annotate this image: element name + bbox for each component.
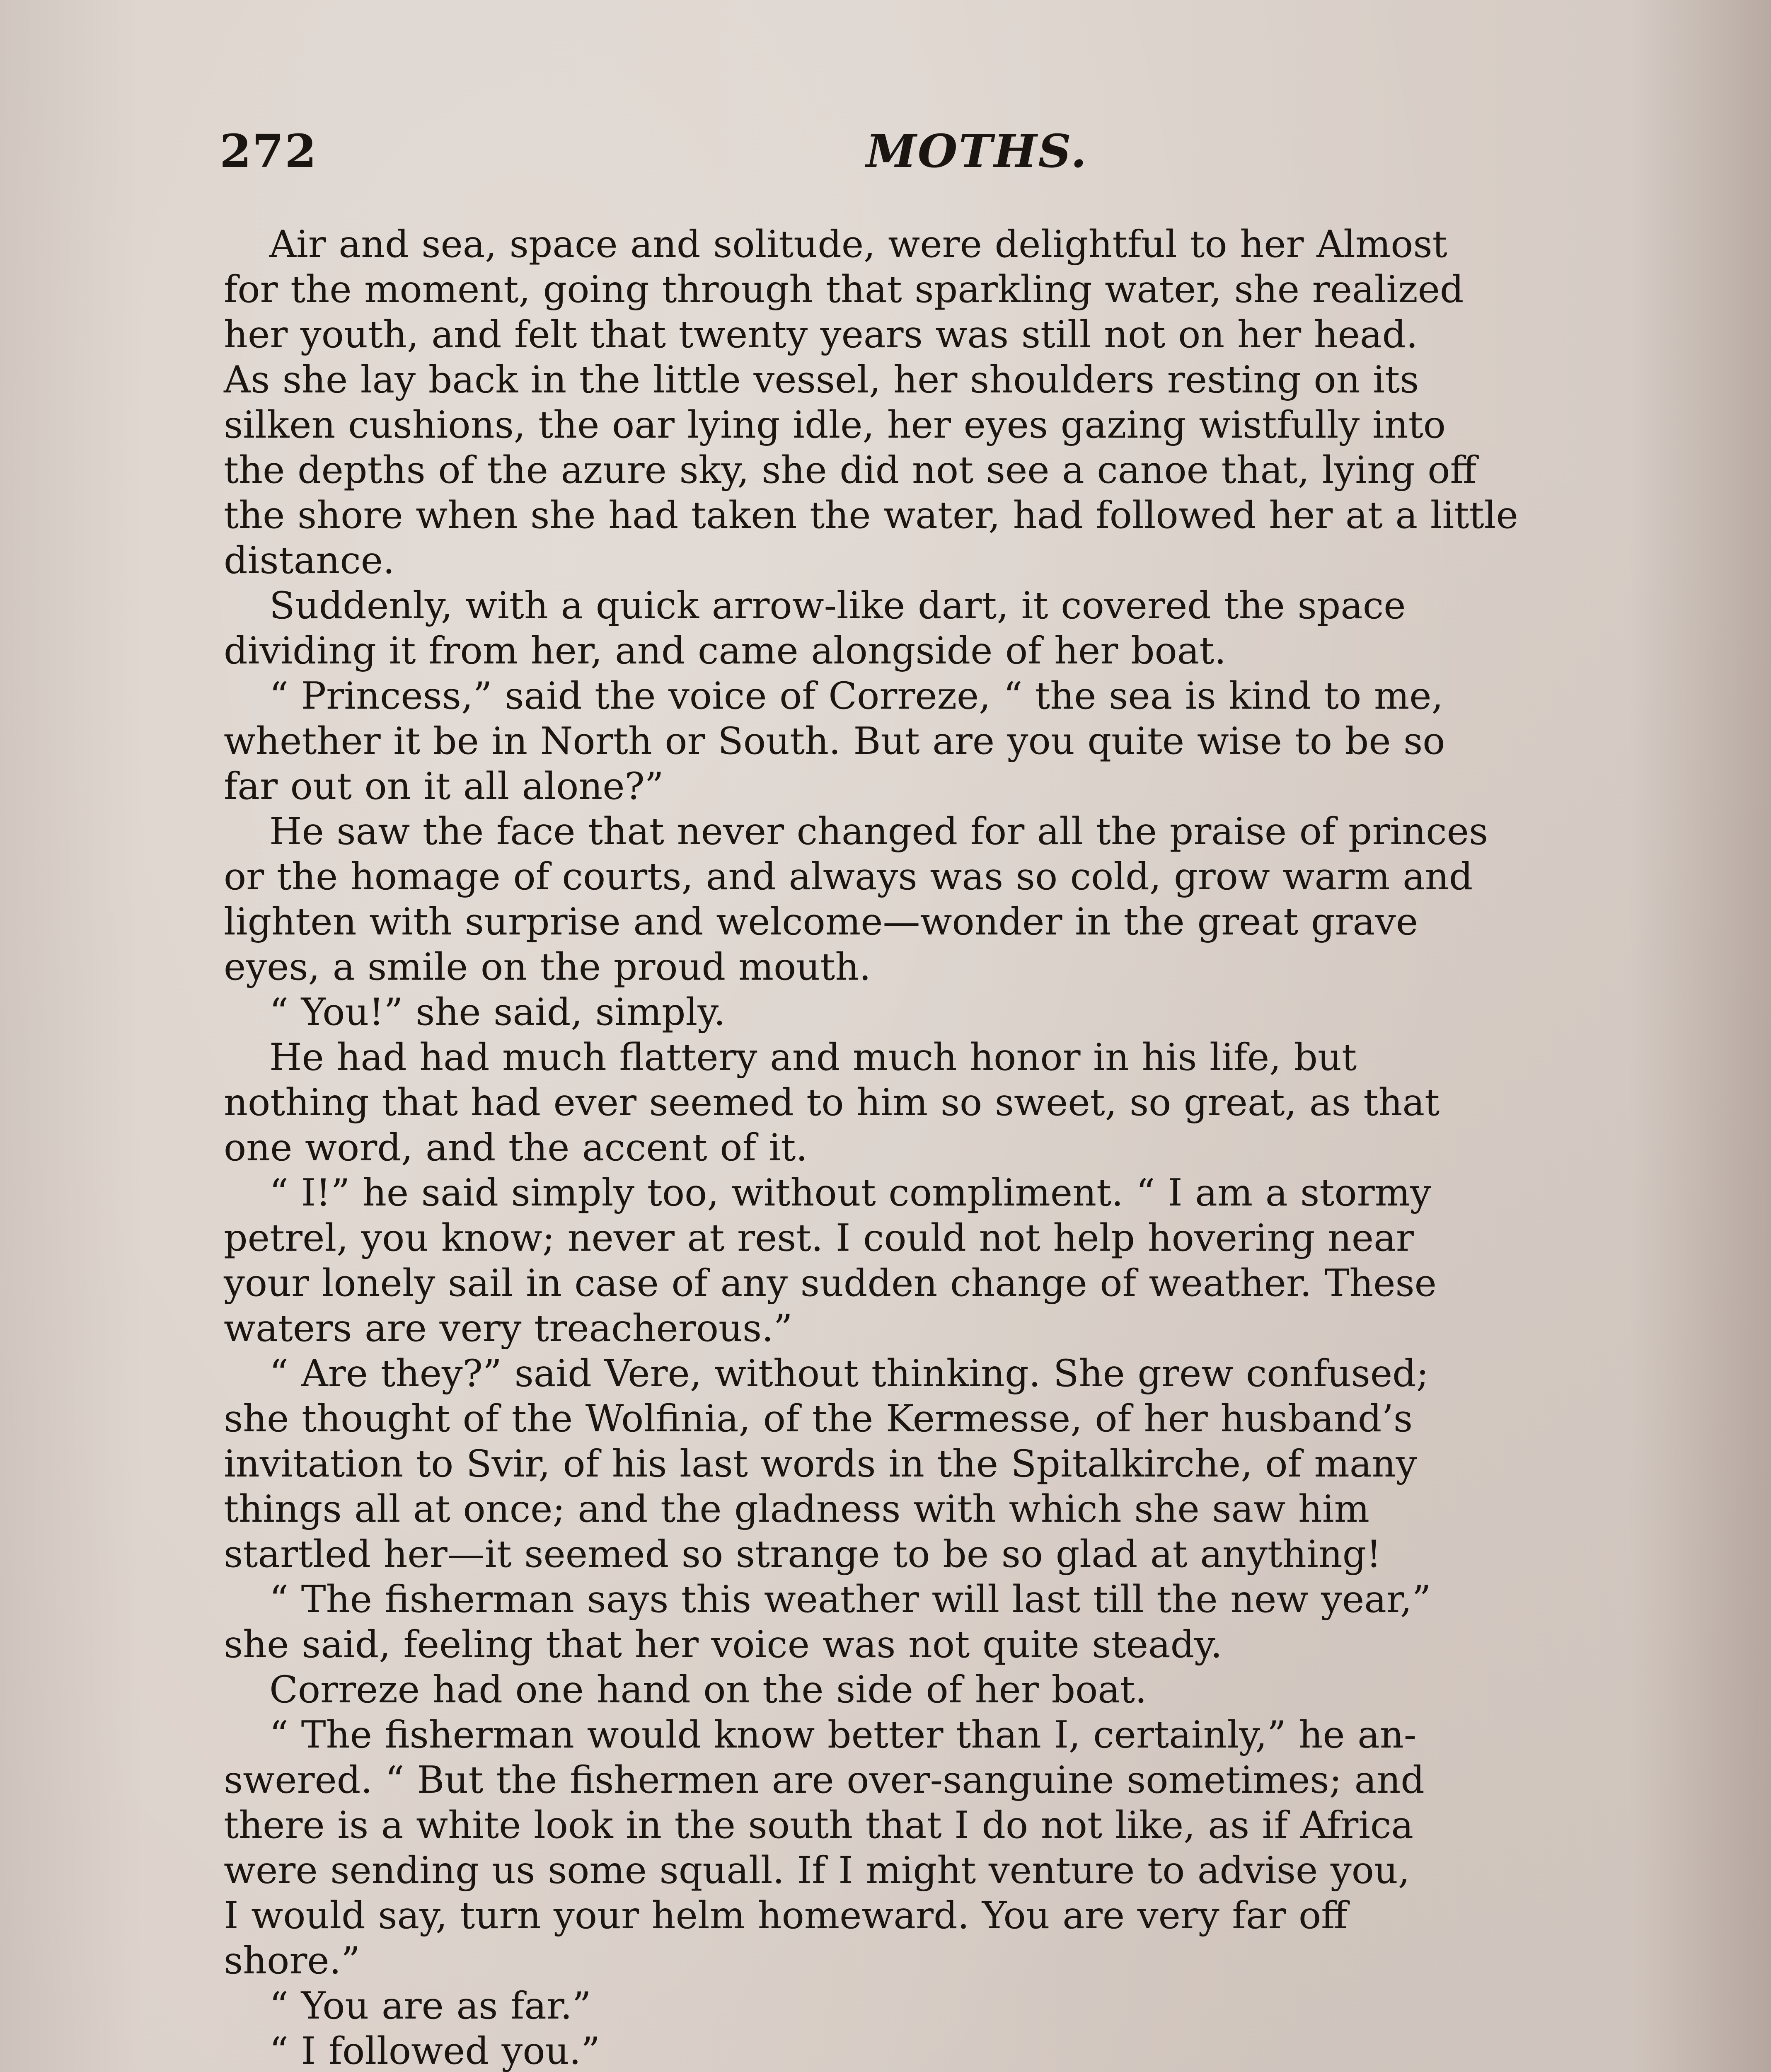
text-line: far out on it all alone?” [224,765,664,808]
text-line: whether it be in North or South. But are you quite wise to be so [224,719,1445,763]
text-line: petrel, you know; never at rest. I could not help hovering near [224,1216,1414,1260]
text-line: I would say, turn your helm homeward. You are very far off [224,1894,1348,1937]
text-line: He saw the face that never changed for all the praise of princes [269,810,1488,853]
text-line: the shore when she had taken the water, had followed her at a little [224,494,1518,537]
text-line: Correze had one hand on the side of her boat. [269,1668,1147,1711]
text-line: silken cushions, the oar lying idle, her eyes gazing wistfully into [224,403,1446,447]
page-number: 272 [220,124,317,178]
text-line: for the moment, going through that sparkling water, she realized [224,268,1464,311]
text-line: nothing that had ever seemed to him so sweet, so great, as that [224,1081,1440,1124]
text-line: one word, and the accent of it. [224,1126,808,1169]
text-line: eyes, a smile on the proud mouth. [224,945,871,989]
text-line: distance. [224,539,395,582]
text-line: dividing it from her, and came alongside of her boat. [224,629,1227,673]
text-line: He had had much flattery and much honor in his life, but [269,1036,1357,1079]
text-line: “ The fisherman says this weather will last till the new year,” [269,1578,1431,1621]
text-line: “ Are they?” said Vere, without thinking. She grew confused; [269,1352,1429,1395]
text-line: startled her—it seemed so strange to be so glad at anything! [224,1532,1381,1576]
running-title: MOTHS. [866,124,1088,178]
text-line: she thought of the Wolfinia, of the Kermesse, of her husband’s [224,1397,1413,1440]
text-line: “ You!” she said, simply. [269,990,726,1034]
text-line: lighten with surprise and welcome—wonder in the great grave [224,900,1418,944]
text-line: “ The fisherman would know better than I, certainly,” he an- [269,1713,1417,1757]
text-line: swered. “ But the fishermen are over-sanguine sometimes; and [224,1758,1425,1802]
body-text [224,222,1674,2072]
text-line: invitation to Svir, of his last words in the Spitalkirche, of many [224,1442,1417,1486]
text-line: there is a white look in the south that I do not like, as if Africa [224,1803,1414,1847]
text-line: Air and sea, space and solitude, were delightful to her Almost [269,223,1447,266]
text-line: waters are very treacherous.” [224,1307,793,1350]
text-line: “ I!” he said simply too, without compliment. “ I am a stormy [269,1171,1431,1215]
text-line: your lonely sail in case of any sudden change of weather. These [224,1261,1437,1305]
text-line: or the homage of courts, and always was so cold, grow warm and [224,855,1473,898]
text-line: shore.” [224,1939,360,1982]
text-line: “ You are as far.” [269,1984,591,2028]
text-line: were sending us some squall. If I might venture to advise you, [224,1849,1410,1892]
text-line: Suddenly, with a quick arrow-like dart, it covered the space [269,584,1406,627]
text-line: things all at once; and the gladness with which she saw him [224,1487,1369,1531]
page-header [220,124,1678,186]
text-line: As she lay back in the little vessel, her shoulders resting on its [224,358,1419,402]
text-line: “ Princess,” said the voice of Correze, “ the sea is kind to me, [269,674,1444,718]
text-line: she said, feeling that her voice was not quite steady. [224,1623,1222,1666]
text-line: “ I followed you.” [269,2029,600,2072]
text-line: her youth, and felt that twenty years was still not on her head. [224,313,1418,356]
text-line: the depths of the azure sky, she did not see a canoe that, lying off [224,448,1477,492]
